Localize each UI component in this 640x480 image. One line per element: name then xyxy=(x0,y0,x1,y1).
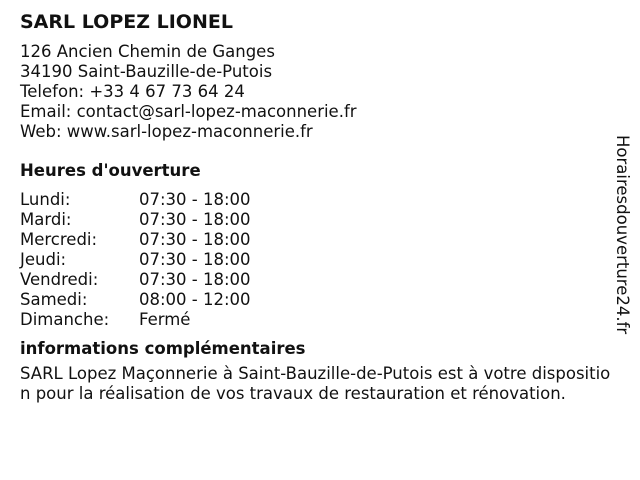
contact-block xyxy=(20,42,620,142)
hours-day: Mardi: xyxy=(20,210,72,229)
hours-time: 08:00 - 12:00 xyxy=(139,290,251,309)
info-heading: informations complémentaires xyxy=(20,339,306,358)
web-line[interactable]: Web: www.sarl-lopez-maconnerie.fr xyxy=(20,122,313,141)
info-text: SARL Lopez Maçonnerie à Saint-Bauzille-de-Putois est à votre disposition pour la réalisation de vos travaux de restauration et rénovation. xyxy=(20,364,611,403)
hours-time: 07:30 - 18:00 xyxy=(139,210,251,229)
hours-day: Lundi: xyxy=(20,190,71,209)
email-line[interactable]: Email: contact@sarl-lopez-maconnerie.fr xyxy=(20,102,357,121)
side-brand-text: Horairesdouverture24.fr xyxy=(613,135,632,335)
hours-day: Jeudi: xyxy=(20,250,67,269)
hours-day: Samedi: xyxy=(20,290,88,309)
hours-time: 07:30 - 18:00 xyxy=(139,190,251,209)
company-name: SARL LOPEZ LIONEL xyxy=(20,11,233,33)
address-city: 34190 Saint-Bauzille-de-Putois xyxy=(20,62,273,81)
hours-row xyxy=(20,270,251,290)
address-street: 126 Ancien Chemin de Ganges xyxy=(20,42,275,61)
hours-row xyxy=(20,290,251,310)
business-card xyxy=(20,10,620,404)
hours-day: Dimanche: xyxy=(20,310,110,329)
hours-row xyxy=(20,230,251,250)
hours-time: 07:30 - 18:00 xyxy=(139,230,251,249)
hours-day: Vendredi: xyxy=(20,270,99,289)
hours-row xyxy=(20,210,251,230)
hours-table xyxy=(20,190,251,330)
hours-day: Mercredi: xyxy=(20,230,98,249)
hours-heading: Heures d'ouverture xyxy=(20,161,201,180)
hours-time: 07:30 - 18:00 xyxy=(139,270,251,289)
phone-line[interactable]: Telefon: +33 4 67 73 64 24 xyxy=(20,82,245,101)
hours-time: 07:30 - 18:00 xyxy=(139,250,251,269)
hours-row xyxy=(20,250,251,270)
hours-time: Fermé xyxy=(139,310,191,329)
hours-row xyxy=(20,310,251,330)
hours-row xyxy=(20,190,251,210)
